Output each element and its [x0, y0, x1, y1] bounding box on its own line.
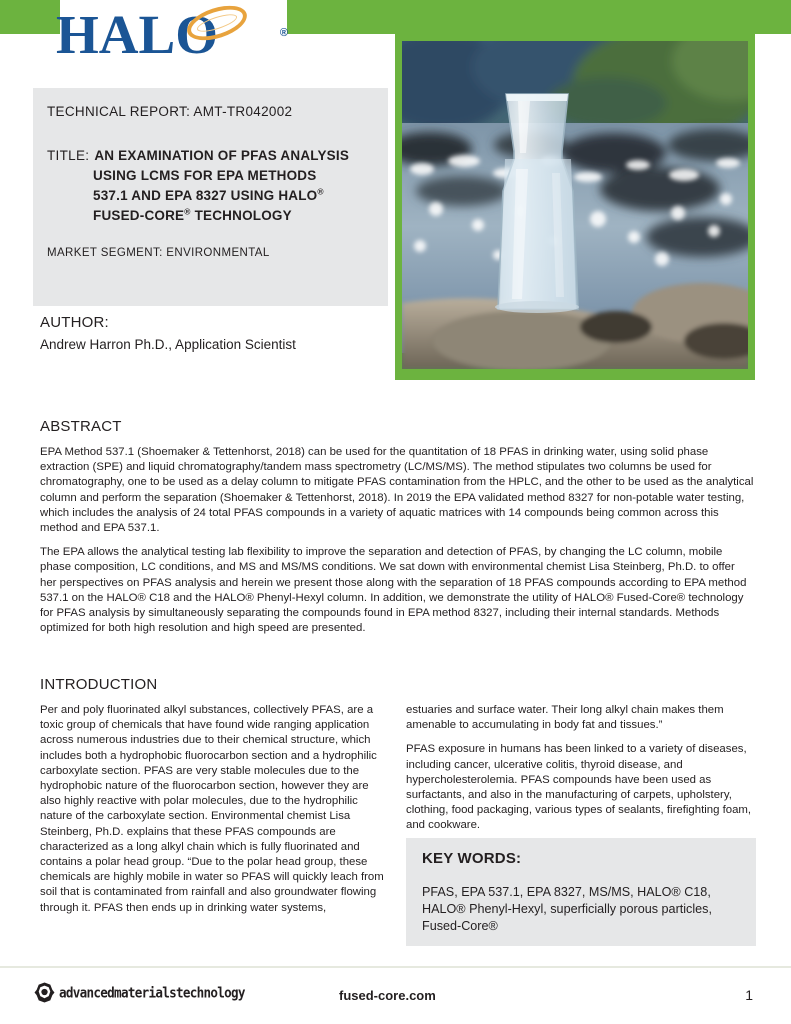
halo-logo-wordmark: [56, 6, 286, 64]
keywords-body: PFAS, EPA 537.1, EPA 8327, MS/MS, HALO® C18, HALO® Phenyl-Hexyl, superficially porous particles, Fused-Core®: [422, 885, 712, 933]
title-line-2: USING LCMS FOR EPA METHODS: [93, 168, 317, 183]
report-header-panel: [33, 88, 388, 306]
footer-page-number: 1: [745, 987, 753, 1003]
introduction-column-left: [40, 703, 388, 925]
report-title-block: [47, 146, 378, 226]
title-line-4: FUSED-CORE® TECHNOLOGY: [93, 206, 292, 223]
author-name: Andrew Harron Ph.D., Application Scientist: [40, 337, 296, 352]
hero-image: [402, 41, 748, 369]
intro-right-paragraph-1: estuaries and surface water. Their long alkyl chain makes them amenable to accumulating in body fat and tissues.”: [406, 704, 724, 732]
keywords-title: KEY WORDS:: [422, 850, 522, 867]
report-number: TECHNICAL REPORT: AMT-TR042002: [47, 104, 293, 119]
amt-wordmark: advancedmaterialstechnology: [59, 984, 245, 1001]
abstract-body: [40, 445, 754, 636]
abstract-title: ABSTRACT: [40, 418, 122, 435]
market-segment: MARKET SEGMENT: ENVIRONMENTAL: [47, 247, 270, 259]
halo-logo-o: O: [175, 4, 218, 65]
report-title: [47, 146, 378, 226]
abstract-paragraph-1: EPA Method 537.1 (Shoemaker & Tettenhorst, 2018) can be used for the quantitation of 18 PFAS in drinking water, using solid phase extraction (SPE) and liquid chromatography/tandem mass spectrometry (LC/MS/MS). The method stipulates two columns be used for chromatography, one to be used as a delay column to mitigate PFAS contamination from the HPLC, and the other to be used as the analytical column and perform the separation (Shoemaker & Tettenhorst, 2018). In 2019 the EPA validated method 8327 for non-potable water testing, which includes the analysis of 24 total PFAS compounds in a variety of aquatic matrices with 14 compounds being common across this method and EPA 537.1.: [40, 446, 754, 535]
title-label: TITLE:: [47, 148, 90, 163]
title-line-1: AN EXAMINATION OF PFAS ANALYSIS: [94, 148, 350, 163]
halo-logo: [56, 6, 286, 68]
green-band-left: [0, 0, 60, 34]
amt-hexagon-icon: [34, 982, 55, 1003]
author-block: [40, 314, 296, 352]
introduction-column-right: [406, 703, 754, 843]
water-carafe-photo: [402, 41, 748, 369]
page-footer: [0, 968, 791, 1024]
title-line-3: 537.1 AND EPA 8327 USING HALO®: [93, 186, 324, 203]
introduction-title: INTRODUCTION: [40, 676, 158, 693]
footer-url[interactable]: fused-core.com: [339, 988, 436, 1003]
abstract-section: [40, 418, 754, 645]
intro-right-paragraph-2: PFAS exposure in humans has been linked to a variety of diseases, including cancer, ulcerative colitis, thyroid disease, and hypercholesterolemia. PFAS compounds have been used as surfactants, and also in the manufacturing of carpets, upholstery, clothing, food packaging, various types of sealants, firefighting foam, and cookware.: [406, 743, 752, 832]
amt-logo: [34, 982, 245, 1003]
abstract-paragraph-2: The EPA allows the analytical testing lab flexibility to improve the separation and detection of PFAS, by changing the LC column, mobile phase composition, LC conditions, and MS and MS/MS conditions. We sat down with environmental chemist Lisa Steinberg, Ph.D. to offer her perspectives on PFAS analysis and herein we present those along with the separation of 18 PFAS compounds according to EPA method 537.1 on the HALO® C18 and the HALO® Phenyl-Hexyl column. In addition, we demonstrate the utility of HALO® Fused-Core® technology for PFAS analysis by simultaneously separating the compounds found in EPA method 8327, including their internal standards. Methods optimized for both high resolution and high speed are presented.: [40, 546, 747, 635]
author-label: AUTHOR:: [40, 314, 109, 331]
intro-left-paragraph-1: Per and poly fluorinated alkyl substances, collectively PFAS, are a toxic group of chemicals that have found wide ranging application across numerous industries due to their chemical structure, which includes both a hydrophobic fluorocarbon section and a hydrophilic carboxylate section. PFAS are very stable molecules due to the hydrophobic nature of the fluorocarbon section, however they are also highly reactive with polar molecules, due to the hydrophilic nature of the carboxylate section. Environmental chemist Lisa Steinberg, Ph.D. explains that these PFAS compounds are characterized as a long alkyl chain which is fully fluorinated and contains a polar head group. “Due to the polar head group, these chemicals are highly mobile in water so PFAS will quickly leach from soil that is contaminated from rainfall and also groundwater flowing through it. PFAS then ends up in drinking water systems,: [40, 704, 384, 914]
halo-logo-text: HAL: [56, 4, 176, 65]
registered-mark: ®: [279, 27, 288, 39]
keywords-panel: [406, 838, 756, 946]
